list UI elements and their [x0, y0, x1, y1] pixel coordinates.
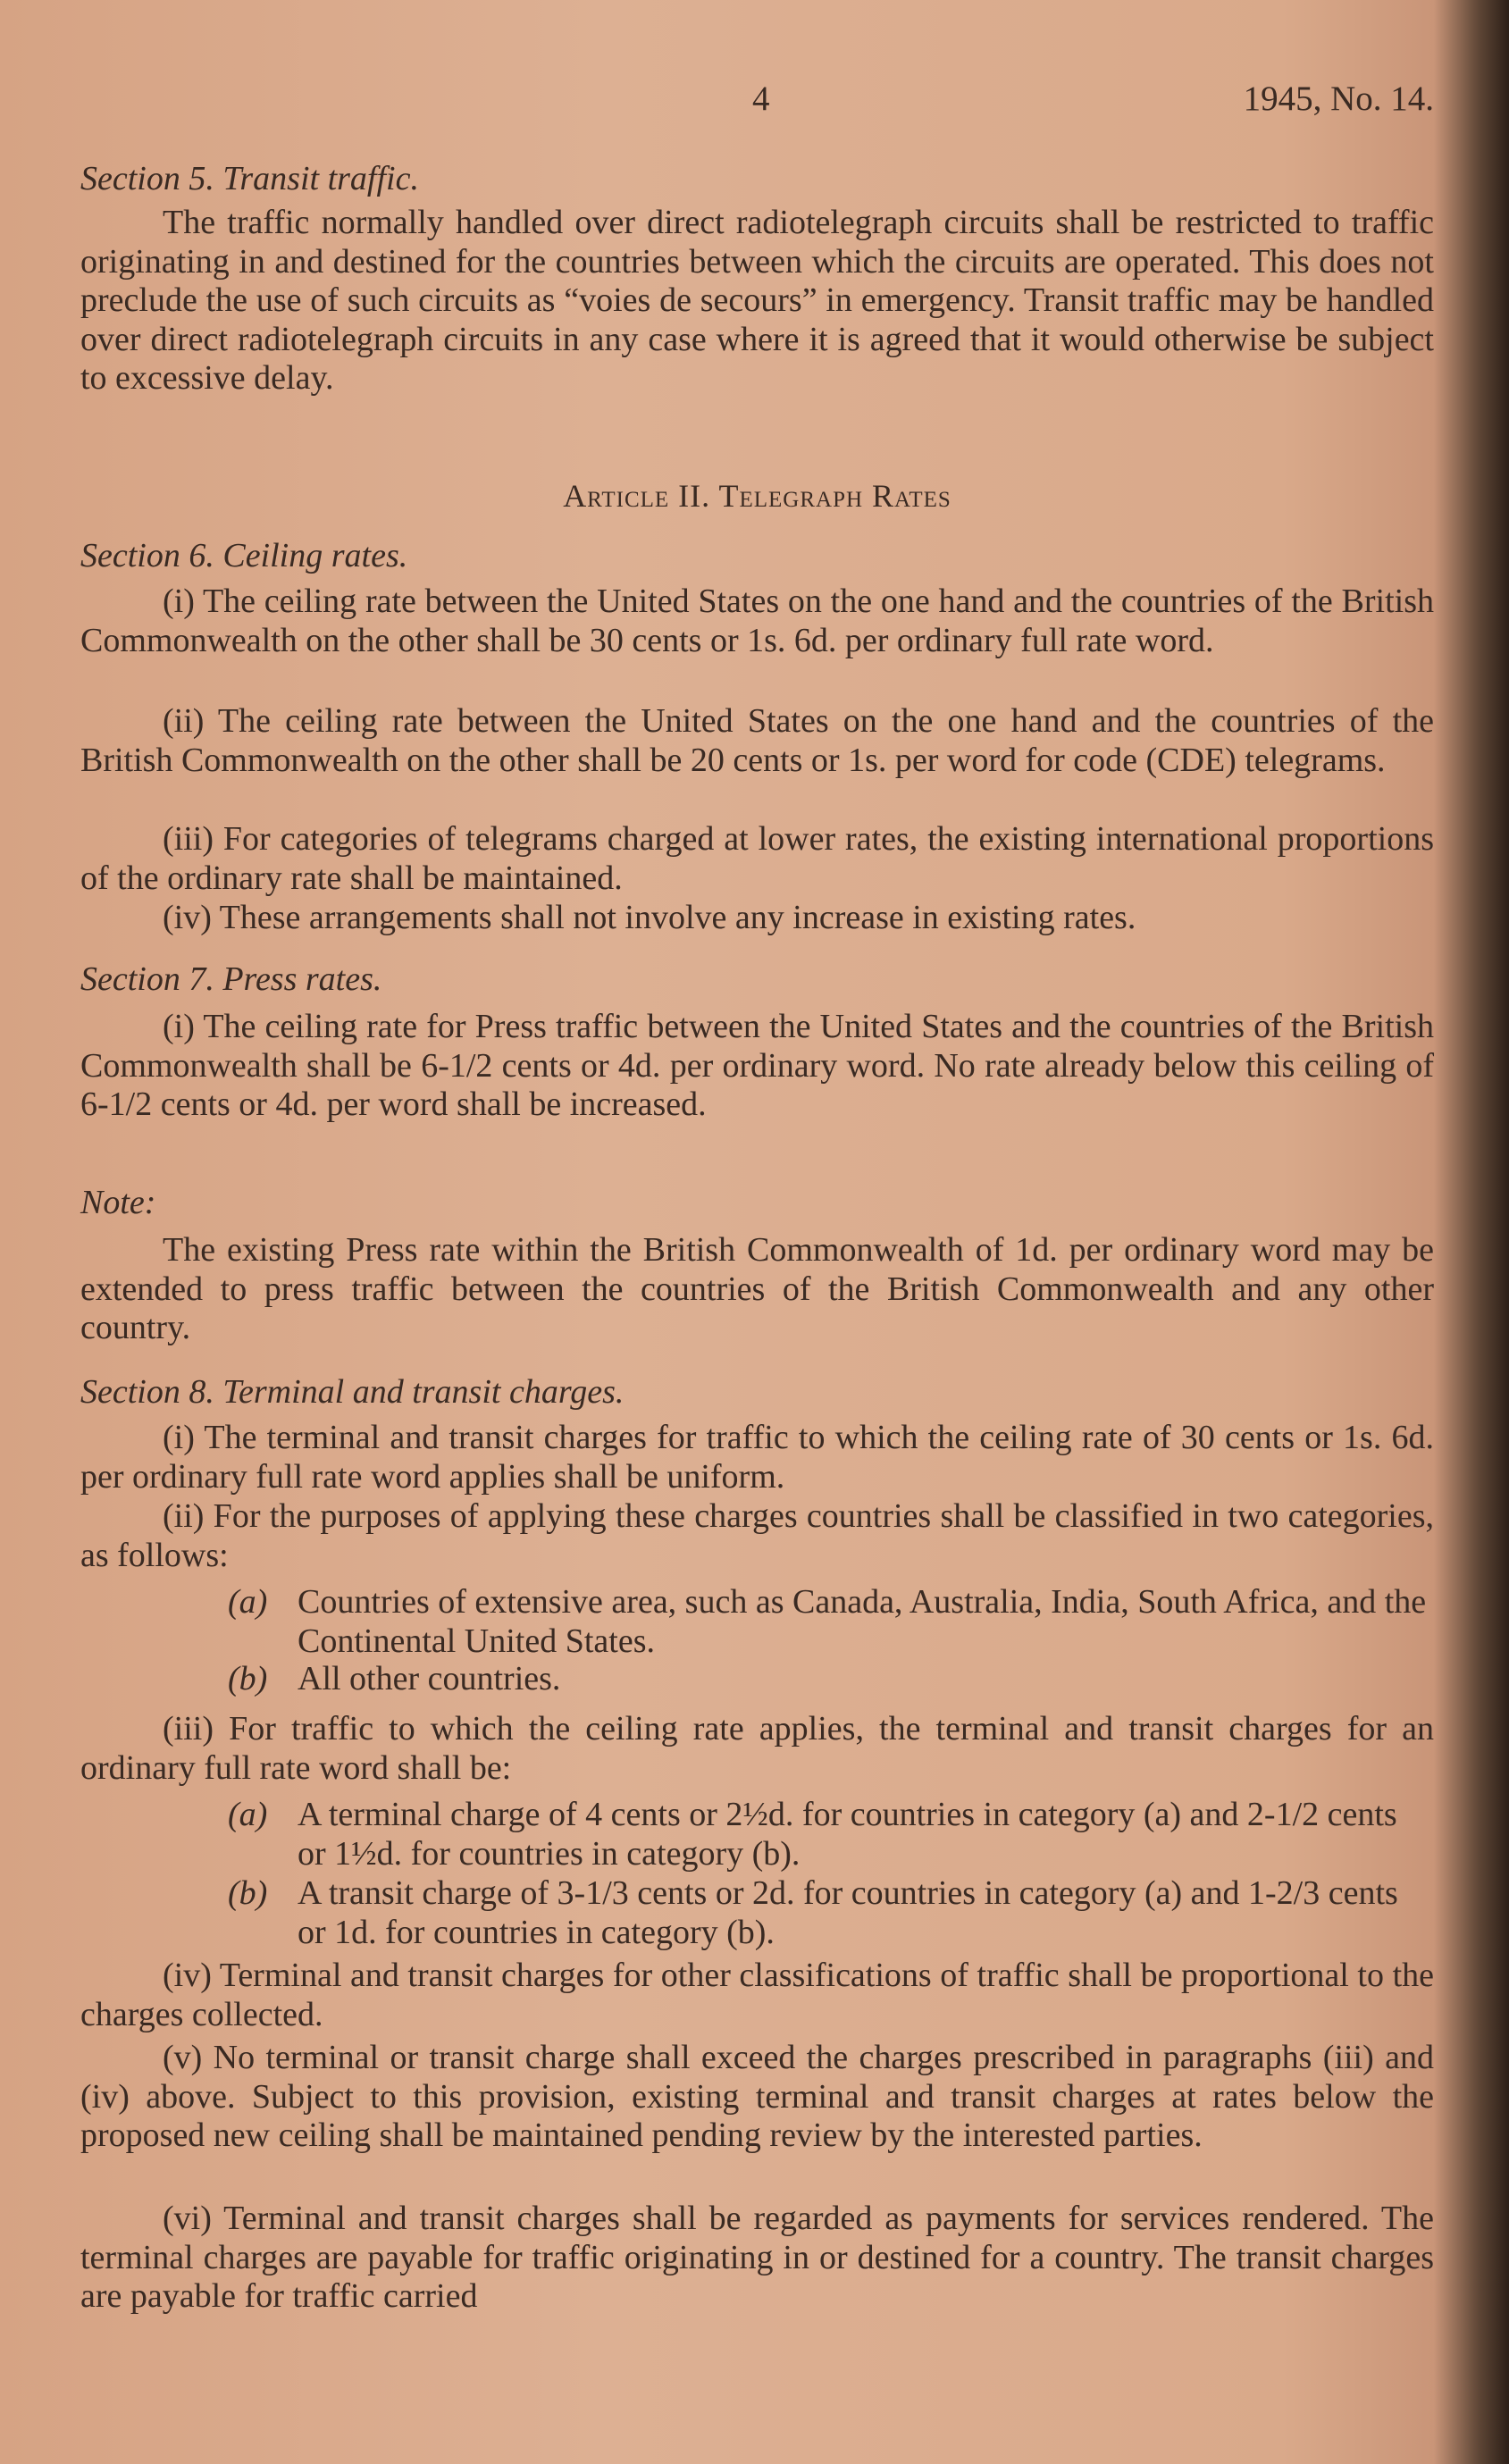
section-8-para-3: (iii) For traffic to which the ceiling rate applies, the terminal and transit charges for an ordinary full rate word shall be: [80, 1710, 1434, 1787]
list-item-text: All other countries. [298, 1660, 561, 1697]
section-5-text: The traffic normally handled over direct radiotelegraph circuits shall be restricted to traffic originating in and destined for the countries between which the circuits are operated. This does not preclude the use of such circuits as “voies de secours” in emergency. Transit traffic may be handled over direct radiotelegraph circuits in any case where it is agreed that it would otherwise be subject to excessive delay. [80, 204, 1434, 397]
section-8-para-2: (ii) For the purposes of applying these charges countries shall be classified in two categories, as follows: [80, 1497, 1434, 1574]
section-8-para-1: (i) The terminal and transit charges for traffic to which the ceiling rate of 30 cents or 1s. 6d. per ordinary full rate word applies shall be uniform. [80, 1419, 1434, 1496]
document-reference: 1945, No. 14. [1243, 80, 1434, 118]
list-item-text: A transit charge of 3-1/3 cents or 2d. for countries in category (a) and 1-2/3 cents or 1d. for countries in category (b). [298, 1874, 1398, 1951]
page-header [80, 79, 1434, 123]
section-8-para-4: (iv) Terminal and transit charges for other classifications of traffic shall be proportional to the charges collected. [80, 1957, 1434, 2033]
note-label: Note: [80, 1184, 156, 1221]
list-item-label: (b) [228, 1660, 268, 1697]
section-8-para-5: (v) No terminal or transit charge shall exceed the charges prescribed in paragraphs (iii) and (iv) above. Subject to this provision, existing terminal and transit charges at rates below the proposed new ceiling shall be maintained pending review by the interested parties. [80, 2039, 1434, 2154]
list-item-text: A terminal charge of 4 cents or 2½d. for countries in category (a) and 2-1/2 cents or 1½d. for countries in category (b). [298, 1796, 1397, 1873]
section-6-para-2: (ii) The ceiling rate between the United States on the one hand and the countries of the British Commonwealth on the other shall be 20 cents or 1s. per word for code (CDE) telegrams. [80, 702, 1434, 779]
section-7-title: Section 7. Press rates. [80, 960, 382, 998]
section-6-para-4: (iv) These arrangements shall not involve any increase in existing rates. [163, 899, 1136, 936]
section-8-para-6: (vi) Terminal and transit charges shall be regarded as payments for services rendered. The terminal charges are payable for traffic originating in or destined for a country. The transit charges are payable for traffic carried [80, 2200, 1434, 2315]
list-item [228, 1583, 1434, 1660]
list-item-label: (b) [228, 1874, 268, 1912]
list-item [228, 1874, 1434, 1951]
section-7-para-1: (i) The ceiling rate for Press traffic between the United States and the countries of the British Commonwealth shall be 6-1/2 cents or 4d. per ordinary word. No rate already below this ceiling of 6-1/2 cents or 4d. per word shall be increased. [80, 1008, 1434, 1123]
page-number: 4 [752, 80, 770, 118]
section-6-para-3: (iii) For categories of telegrams charged at lower rates, the existing international proportions of the ordinary rate shall be maintained. [80, 820, 1434, 897]
list-item [228, 1796, 1434, 1873]
list-item [228, 1660, 1434, 1699]
list-item-label: (a) [228, 1583, 268, 1621]
note-text: The existing Press rate within the British Commonwealth of 1d. per ordinary word may be extended to press traffic between the countries of the British Commonwealth and any other country. [80, 1231, 1434, 1346]
section-6-title: Section 6. Ceiling rates. [80, 537, 408, 574]
section-8-title: Section 8. Terminal and transit charges. [80, 1373, 625, 1411]
list-item-text: Countries of extensive area, such as Canada, Australia, India, South Africa, and the Continental United States. [298, 1583, 1427, 1660]
section-6-para-1: (i) The ceiling rate between the United States on the one hand and the countries of the British Commonwealth on the other shall be 30 cents or 1s. 6d. per ordinary full rate word. [80, 582, 1434, 659]
list-item-label: (a) [228, 1796, 268, 1833]
section-5-title: Section 5. Transit traffic. [80, 160, 419, 197]
article-2-heading: Article II. Telegraph Rates [563, 478, 952, 514]
